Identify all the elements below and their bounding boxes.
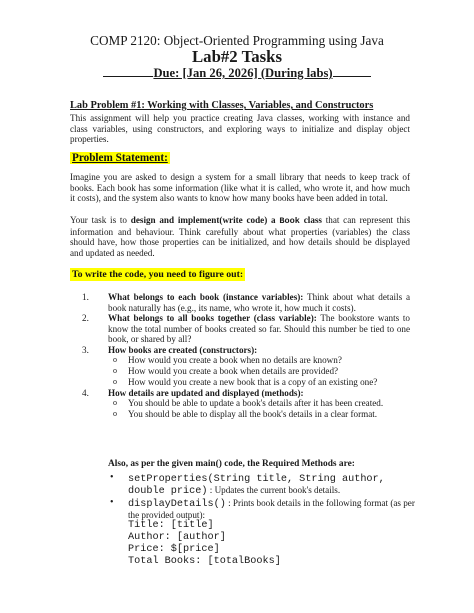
sub-bullet: o — [113, 355, 117, 364]
sub-bullet: o — [113, 409, 117, 418]
bullet: • — [110, 497, 114, 508]
list-item-number: 4. — [82, 388, 89, 398]
imagine-paragraph: Imagine you are asked to design a system for a small library that needs to keep track of books. Each book has some information (like what it is called, who wrote it, and how much it costs), and the system also wants to know how many books have been added in total. — [70, 172, 410, 204]
sub-item-text: How would you create a book when no details are known? — [128, 355, 342, 365]
figure-out-heading: To write the code, you need to figure out: — [72, 269, 244, 280]
required-methods-heading: Also, as per the given main() code, the Required Methods are: — [108, 459, 355, 469]
sub-bullet: o — [113, 377, 117, 386]
method-text — [128, 473, 418, 498]
problem-statement-heading: Problem Statement: — [72, 152, 168, 164]
list-item-body: Think about what details a book naturally has (e.g., its name, who wrote it, how much it costs). — [108, 292, 410, 313]
output-line-price: Price: $[price] — [128, 544, 220, 555]
list-item-text — [108, 345, 410, 356]
task-paragraph — [70, 215, 410, 258]
problem-intro: This assignment will help you practice creating Java classes, working with instance and class variables, using constructors, and exploring ways to initialize and display object properties. — [70, 113, 410, 145]
list-item-text — [108, 313, 410, 345]
list-item-text — [108, 292, 410, 313]
method-signature: displayDetails() — [128, 499, 226, 510]
lab-title: Lab#2 Tasks — [191, 47, 283, 66]
sub-item-text: You should be able to display all the book's details in a clear format. — [128, 409, 378, 419]
task-class-name: Book — [279, 216, 300, 226]
task-post: that can represent this information and behaviour. Think carefully about what properties (variables) the class should have, how those properties can be initialized, and how details should be displayed and updated as needed. — [70, 215, 410, 258]
list-item-bold: What belongs to all books together (class variable): — [108, 313, 317, 323]
list-item-bold: How books are created (constructors): — [108, 345, 258, 355]
method-description: : Updates the current book's details. — [207, 485, 341, 496]
list-item-bold: What belongs to each book (instance variables): — [108, 292, 304, 302]
due-underline-pad-left — [103, 65, 153, 77]
task-bold-2: class — [299, 215, 322, 225]
course-title: COMP 2120: Object-Oriented Programming using Java — [90, 33, 384, 48]
due-date: Due: [Jan 26, 2026] (During labs) — [153, 66, 333, 80]
list-item-number: 1. — [82, 292, 89, 302]
list-item-bold: How details are updated and displayed (methods): — [108, 388, 304, 398]
sub-item-text: How would you create a book when details are provided? — [128, 366, 339, 376]
list-item-number: 3. — [82, 345, 89, 355]
method-description: : Prints book details in the following format (as per the provided output): — [128, 498, 415, 521]
list-item-text — [108, 388, 410, 399]
task-bold: design and implement(write code) a — [130, 215, 280, 225]
task-pre: Your task is to — [70, 215, 131, 225]
due-underline-pad-right — [333, 65, 371, 77]
sub-bullet: o — [113, 398, 117, 407]
output-line-author: Author: [author] — [128, 532, 226, 543]
list-item-body: The bookstore wants to know the total number of books created so far. Should this number be tied to one book, or shared by all? — [108, 313, 410, 345]
list-item-number: 2. — [82, 313, 89, 323]
sub-bullet: o — [113, 366, 117, 375]
problem-title: Lab Problem #1: Working with Classes, Variables, and Constructors — [70, 100, 374, 111]
output-line-title: Title: [title] — [128, 520, 214, 531]
sub-item-text: How would you create a new book that is a copy of an existing one? — [128, 377, 378, 387]
due-line — [0, 65, 474, 81]
bullet: • — [110, 472, 114, 483]
method-text — [128, 498, 418, 521]
method-signature: setProperties(String title, String author, double price) — [128, 474, 385, 498]
output-line-total: Total Books: [totalBooks] — [128, 556, 281, 567]
sub-item-text: You should be able to update a book's details after it has been created. — [128, 398, 384, 408]
